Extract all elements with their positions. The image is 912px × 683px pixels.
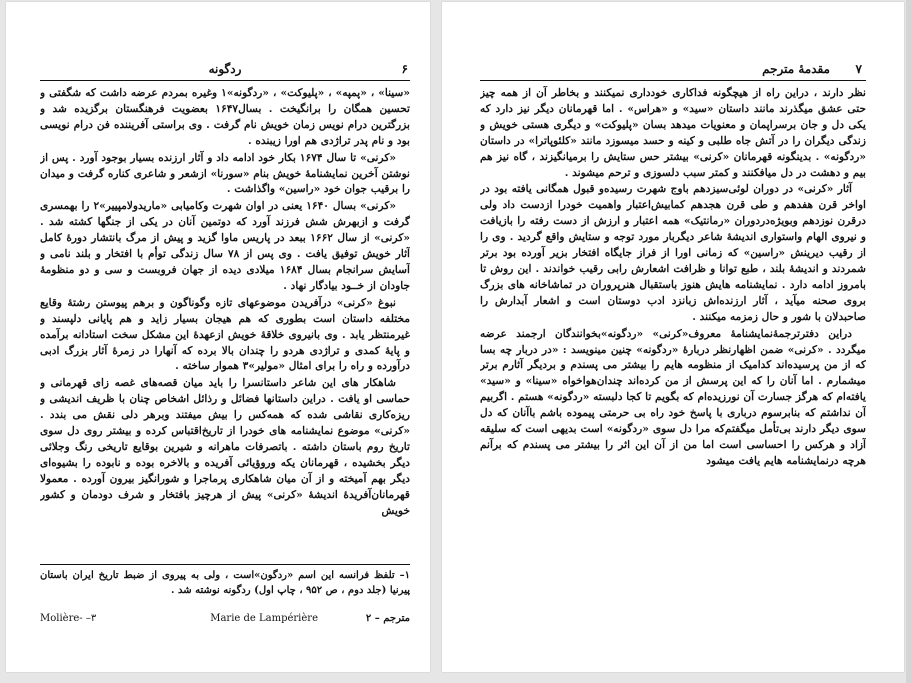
- right-running-title: مقدمهٔ مترجم: [762, 62, 830, 76]
- left-paragraph-2: «کرنی» تا سال ۱۶۷۴ بکار خود ادامه داد و آثار ارزنده بسیار بوجود آورد . پس از نوشتن آخرین نمایشنامهٔ خویش بنام «سورنا» ازشعر و شاعری کناره گرفت و میدان را برقیب جوان خود «راسین» واگذاشت .: [40, 151, 410, 196]
- left-page: [6, 2, 430, 672]
- right-page-number: ۷: [855, 62, 862, 76]
- footnotes: [40, 568, 410, 598]
- right-paragraph-1: نظر دارند ، دراین راه از هیچگونه فداکاری خودداری نمیکنند و بخاطر آن از همه چیز حتی عشق میگذرند مانند داستان «سید» و «هراس» . اما قهرمانان دیگر نیز دارد که یکی دل و جان برسراپمان و معنویات میدهد بسان «پلیوکت» و دیگری هستی خویش و زندگی دیگران را در آتش جاه طلبی و کینه و حسد میسوزد مانند «کلئوپاترا» در داستان «ردگونه» . بدینگونه قهرمانان «کرنی» بیشتر حس ستایش را برمیانگیزند ، گاه نیز هم بیم و دهشت در دل میافکنند و کمتر سبب دلسوزی و ترحم میشوند .: [480, 87, 866, 179]
- right-page-body: [480, 86, 866, 646]
- left-running-title: ردگونه: [208, 62, 242, 76]
- viewer-scrollbar[interactable]: [906, 0, 912, 683]
- left-page-header: [40, 60, 410, 81]
- right-paragraph-3: دراین دفترترجمهٔ‌نمایشنامهٔ معروف«کرنی» «ردگونه»بخوانندگان ارجمند عرضه میگردد . «کرنی» ضمن اظهارنظر دربارهٔ «ردگونه» چنین مینویسد : «در دربار چه بسا که از من پرسیده‌اند کدامیک از منظومه هایم را بیشتر می پسندم و بردیگر آثارم برتر میشمارم . اما آنان را که این پرسش از من کرده‌اند چندان‌هواخواه «سینا» و «سید» یافته‌ام که هرگز جسارت آن نورزیده‌ام که بگویم تا کجا دلبسته «ردگونه» هستم . اگربیم آن نداشتم که بنابرسوم درباری با پاسخ خود راه بی حرمتی پیموده باشم باآنان که دل سوی دیگر دارند بی‌تأمل میگفتم‌که مرا دل سوی «ردگونه» است بدیهی است که سلیقه آزاد و هرکس را احساسی است اما من از آن این اثر را بیشتر می پسندم که برآنم هرچه درنمایشنامه هایم یافت میشود: [480, 327, 866, 467]
- left-paragraph-4: نبوغ «کرنی» درآفریدن موضوعهای تازه وگوناگون و برهم پیوستن رشتهٔ وقایع مختلفه داستان است بطوری که هم هیجان بسیار زاید و هم پایانی دلپسند و غیرمنتظر یابد . وی بانیروی خلاقهٔ خویش ازعهدهٔ این مشکل سخت استادانه برآمده و پایهٔ کمدی و تراژدی هردو را چندان بالا برده که آنهارا در زمرهٔ آثار بزرگ ادبی درآورده و راه را برای امثال «مولیر»۳ هموار ساخته .: [40, 296, 410, 373]
- right-page: [442, 2, 904, 672]
- footnote-2-marker: مترجم – ۲: [365, 613, 410, 624]
- footnote-3-text: Molière- –۳: [40, 613, 97, 624]
- right-paragraph-2: آثار «کرنی» در دوران لوئی‌سیزدهم باوج شهرت رسیده‌و قبول همگانی یافته بود در اواخر قرن هفدهم و طی قرن هجدهم کمابیش‌اعتبار واهمیت خودرا ازدست داد ولی درقرن نوزدهم وبویژه‌دردوران «رمانتیک» همه اعتبار و ارزش از دست رفته را بازیافت و نیروی الهام واستواری اندیشهٔ شاعر دیگربار مورد توجه و ستایش واقع گردید . وی را از رقیب دیرینش «راسین» که زمانی اورا از فراز جایگاه افتخار بزیر آورده بود برتر شمردند و اندیشهٔ بلند ، طبع توانا و ظرافت اشعارش رابی رقیب خواندند . این روش تا بامروز ادامه دارد . نمایشنامه هایش هنوز باستقبال هنرپروران در تماشاخانه های بزرگ بروی صحنه میآید ، آثار ارزنده‌اش زبانزد ادب دوستان است و اشعار آبدارش را صاحبدلان با شور و حال زمزمه میکنند .: [480, 183, 866, 323]
- footnote-2-text: Marie de Lampérière: [210, 613, 318, 624]
- left-paragraph-3: «کرنی» بسال ۱۶۴۰ یعنی در اوان شهرت وکامیابی «ماریدولامپییر»۲ را بهمسری گرفت و ازبهرش شش فرزند آورد که دوتمین آنان در یکی از جنگها کشته شد . «کرنی» از سال ۱۶۶۲ ببعد در پاریس ماوا گزید و پیش از مرگ بانتشار دورهٔ کامل آثار خویش توفیق یافت . وی پس از ۷۸ سال زندگی توأم با افتخار و بلند نامی و آسایش سرانجام بسال ۱۶۸۴ میلادی دیده از جهان فروبست و سی و دو منظومهٔ جاودان از خــود بیادگار نهاد .: [40, 200, 410, 292]
- footnote-latin-line: [40, 613, 410, 629]
- left-page-body: [40, 86, 410, 556]
- left-page-number: ۶: [401, 62, 408, 76]
- left-paragraph-5: شاهکار های این شاعر داستانسرا را باید میان قصه‌های غصه زای قهرمانی و حماسی او یافت . دراین داستانها فضائل و رذائل اشخاص چنان با ظریف اندیشی و ریزه‌کاری نقاشی شده که همه‌کس را بیش میفتند وبرهر دلی نقش می بندد . «کرنی» موضوع نمایشنامه های خودرا از تاریخ‌اقتباس کرده و بیشتر روی دل سوی تاریخ روم باستان داشته . باتصرفات ماهرانه و شیرین بوقایع تاریخی رنگ وجلائی دیگر بخشیده ، قهرمانان یکه وروؤیائی آفریده و بالاخره بوده و نابوده را بشیوه‌ای دیگر بهم آمیخته و از آن میان شاهکاری پرماجرا و شورانگیز بیرون آورده . معمولا قهرمانان‌آفریدهٔ اندیشهٔ «کرنی» پیش از هرچیز بافتخار و شرف دودمان و کشور خویش: [40, 377, 410, 517]
- footnote-divider: [40, 564, 410, 565]
- right-page-header: [480, 60, 866, 81]
- left-paragraph-1: «سینا» ، «پمپه» ، «پلیوکت» ، «ردگونه»۱ وغیره بمردم عرضه داشت که شگفتی و تحسین همگان را برانگیخت . بسال۱۶۴۷ بعضویت فرهنگستان برگزیده شد و بزرگترین درام نویس زمان خویش نام گرفت . وی براستی آفریننده فن درام نویسی بود و نام پدر تراژدی هم اورا زیبنده .: [40, 87, 410, 147]
- footnote-1: ۱– تلفظ فرانسه این اسم «ردگون»است ، ولی به پیروی از ضبط تاریخ ایران باستان پیرنیا (جلد دوم ، ص ۹۵۲ ، چاپ اول) ردگونه نوشته شد .: [40, 570, 410, 596]
